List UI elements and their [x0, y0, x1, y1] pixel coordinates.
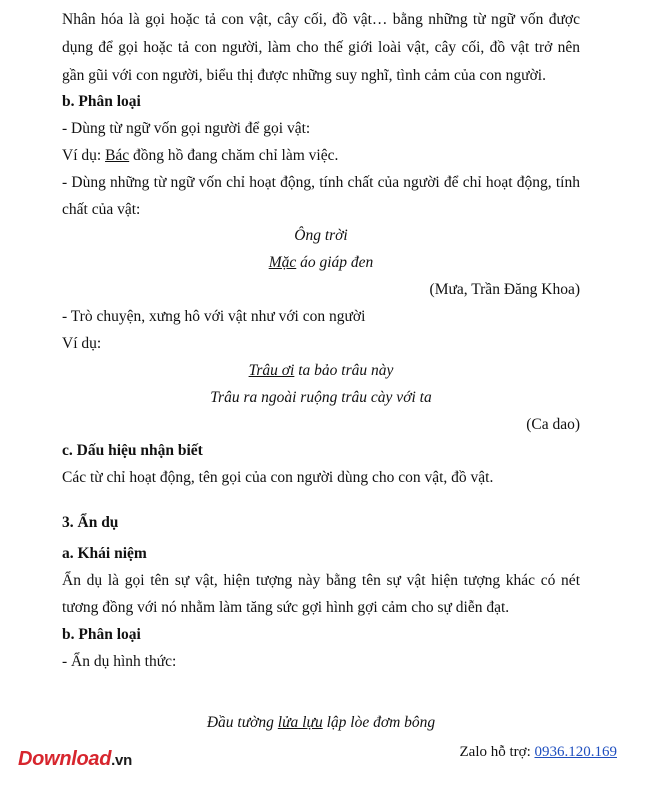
poem1-underlined: Mặc — [268, 254, 297, 271]
poem1-line2 — [62, 253, 580, 273]
para1-line1: Nhân hóa là gọi hoặc tả con vật, cây cối, đồ vật… bằng những từ ngữ vốn được — [62, 11, 580, 28]
example-3-label: Ví dụ: — [62, 335, 102, 352]
logo-main-text: Download — [18, 748, 112, 770]
logo-suffix-text: .vn — [111, 752, 132, 769]
para1-line2: dụng để gọi hoặc tả con người, làm cho thế giới loài vật, cây cối, đồ vật trở nên — [62, 39, 580, 56]
definition-line2: tương đồng với nó nhằm làm tăng sức gợi hình gợi cảm cho sự diễn đạt. — [62, 599, 510, 616]
poem1-line2-rest: áo giáp đen — [296, 254, 374, 271]
poem2-line1-rest: ta bảo trâu này — [294, 362, 394, 379]
list-item-2-line2: chất của vật: — [62, 201, 141, 218]
poem3-rest: lập lòe đơm bông — [322, 714, 436, 731]
poem2-underlined: Trâu ơi — [248, 362, 295, 379]
download-vn-logo[interactable] — [18, 748, 132, 771]
list-item-3: - Trò chuyện, xưng hô với vật như với con người — [62, 308, 366, 325]
poem1-line1: Ông trời — [294, 227, 348, 244]
poem3-line1 — [62, 713, 580, 733]
heading-b-phan-loai: b. Phân loại — [62, 93, 141, 110]
zalo-phone-link[interactable]: 0936.120.169 — [534, 744, 617, 760]
poem3-prefix: Đầu tường — [206, 714, 278, 731]
list-item-2-line1: - Dùng những từ ngữ vốn chỉ hoạt động, tính chất của người để chỉ hoạt động, tính — [62, 174, 580, 191]
example-1-underlined: Bác — [105, 147, 130, 164]
heading-c-dau-hieu: c. Dấu hiệu nhận biết — [62, 442, 203, 459]
heading-3-an-du: 3. Ẩn dụ — [62, 514, 119, 531]
list-item-an-du-hinh-thuc: - Ẩn dụ hình thức: — [62, 653, 177, 670]
para1-line3: gần gũi với con người, biểu thị được những suy nghĩ, tình cảm của con người. — [62, 67, 546, 84]
poem3-underlined: lửa lựu — [277, 714, 323, 731]
zalo-label: Zalo hỗ trợ: — [459, 744, 535, 760]
poem1-source: (Mưa, Trần Đăng Khoa) — [429, 281, 580, 298]
poem2-line2: Trâu ra ngoài ruộng trâu cày với ta — [210, 389, 432, 406]
poem2-line1 — [62, 361, 580, 381]
section-c-text: Các từ chỉ hoạt động, tên gọi của con người dùng cho con vật, đồ vật. — [62, 469, 494, 486]
example-1-prefix: Ví dụ: — [62, 147, 106, 164]
poem2-source: (Ca dao) — [526, 416, 580, 433]
zalo-support — [460, 744, 618, 761]
example-1-rest: đồng hồ đang chăm chỉ làm việc. — [129, 147, 339, 164]
heading-a-khai-niem: a. Khái niệm — [62, 545, 147, 562]
example-1 — [62, 146, 580, 166]
definition-line1: Ẩn dụ là gọi tên sự vật, hiện tượng này bằng tên sự vật hiện tượng khác có nét — [62, 572, 580, 589]
list-item-1: - Dùng từ ngữ vốn gọi người để gọi vật: — [62, 120, 311, 137]
heading-b-phan-loai-2: b. Phân loại — [62, 626, 141, 643]
